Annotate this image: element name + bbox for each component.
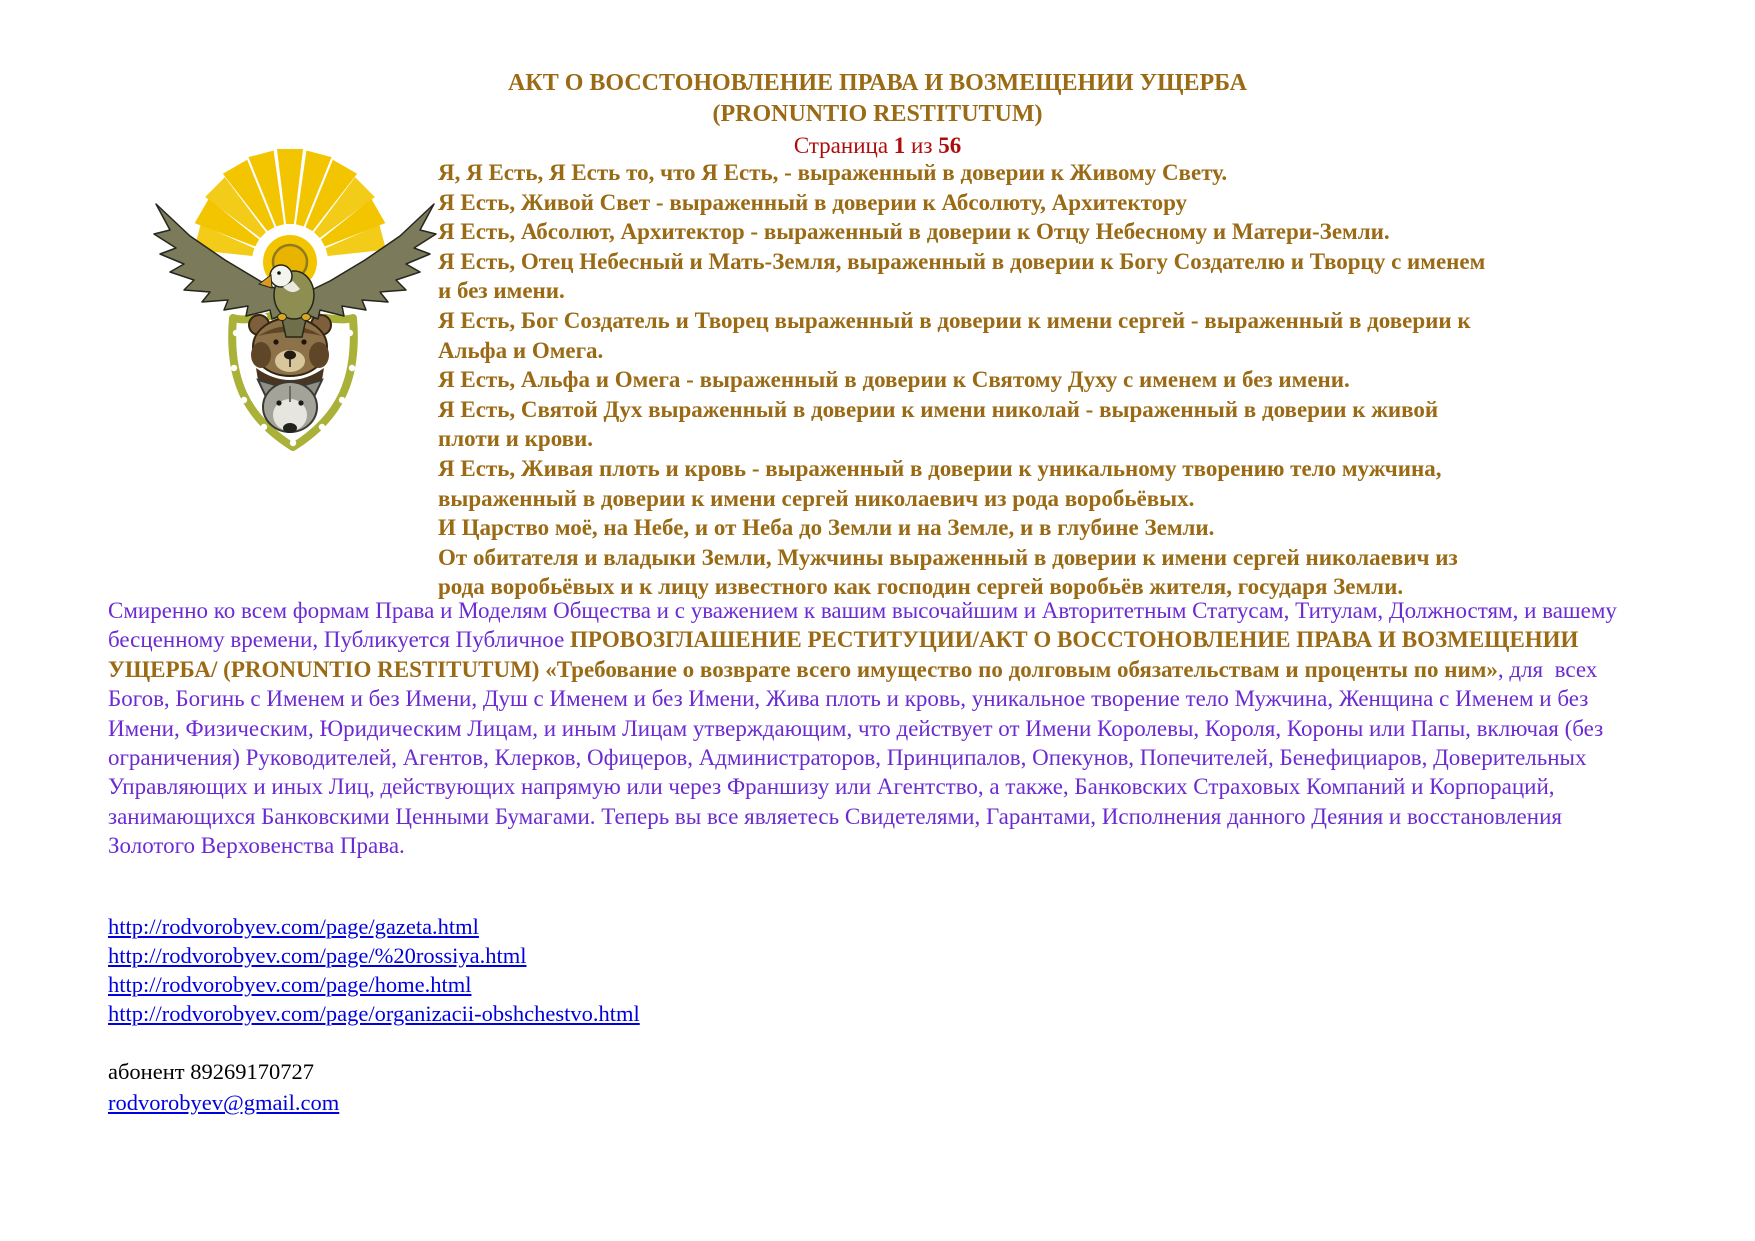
contact-block [108,1056,339,1118]
proclamation-title-inline: ПРОВОЗГЛАШЕНИЕ РЕСТИТУЦИИ/АКТ О ВОССТОНОВЛЕНИЕ ПРАВА И ВОЗМЕЩЕНИИ УЩЕРБА/ (PRONUNTIO RESTITUTUM) «Требование о возврате всего имущество по долговым обязательствам и проценты по ним» [108,627,1585,682]
link-home[interactable]: http://rodvorobyev.com/page/home.html [108,972,472,997]
family-crest-emblem [130,140,460,470]
declaration-line: плоти и крови. [438,426,594,452]
declaration-line: рода воробьёвых и к лицу известного как господин сергей воробьёв жителя, государя Земли. [438,574,1404,600]
declaration-line: Я Есть, Альфа и Омега - выраженный в доверии к Святому Духу с именем и без имени. [438,367,1350,393]
proclamation-body: , для всех Богов, Богинь с Именем и без Имени, Душ с Именем и без Имени, Жива плоть и кровь, уникальное творение тело Мужчина, Женщина с Именем и без Имени, Физическим, Юридическим Лицам, и иным Лицам утверждающим, что действует от Имени Королевы, Короля, Короны или Папы, включая (без ограничения) Руководителей, Агентов, Клерков, Офицеров, Администраторов, Принципалов, Опекунов, Попечителей, Бенефициаров, Доверительных Управляющих и иных Лиц, действующих напрямую или через Франшизу или Агентство, а также, Банковских Страховых Компаний и Корпораций, занимающихся Банковскими Ценными Бумагами. Теперь вы все являетесь Свидетелями, Гарантами, Исполнения данного Деяния и восстановления Золотого Верховенства Права. [108,656,1609,859]
declaration-line: Я, Я Есть, Я Есть то, что Я Есть, - выраженный в доверии к Живому Свету. [438,160,1228,185]
page-number-total: 56 [938,133,962,158]
declaration-line: Я Есть, Отец Небесный и Мать-Земля, выраженный в доверии к Богу Создателю и Творцу с именем [438,248,1486,274]
links-block [108,912,640,1028]
declaration-line: Я Есть, Живая плоть и кровь - выраженный в доверии к уникальному творению тело мужчина, [438,455,1442,481]
declaration-line: Я Есть, Живой Свет - выраженный в доверии к Абсолюту, Архитектору [438,189,1188,215]
declaration-line: Я Есть, Святой Дух выраженный в доверии к имени николай - выраженный в доверии к живой [438,396,1439,422]
declaration-block [438,158,1698,602]
email-link[interactable]: rodvorobyev@gmail.com [108,1090,340,1115]
link-gazeta[interactable]: http://rodvorobyev.com/page/gazeta.html [108,914,479,939]
page-number-current: 1 [893,133,906,158]
eagle-icon [154,204,436,337]
declaration-line: От обитателя и владыки Земли, Мужчины выраженный в доверии к имени сергей николаевич из [438,544,1458,570]
link-rossiya[interactable]: http://rodvorobyev.com/page/%20rossiya.html [108,943,527,968]
declaration-line: выраженный в доверии к имени сергей николаевич из рода воробьёвых. [438,485,1195,511]
declaration-line: И Царство моё, на Небе, и от Неба до Земли и на Земле, и в глубине Земли. [438,515,1215,541]
document-title: АКТ О ВОССТОНОВЛЕНИЕ ПРАВА И ВОЗМЕЩЕНИИ УЩЕРБА [507,70,1248,96]
declaration-line: и без имени. [438,278,565,304]
declaration-line: Я Есть, Абсолют, Архитектор - выраженный в доверии к Отцу Небесному и Матери-Земли. [438,219,1390,245]
declaration-line: Я Есть, Бог Создатель и Творец выраженный в доверии к имени сергей - выраженный в доверии к [438,307,1471,333]
page-of-word: из [911,133,933,158]
declaration-line: Альфа и Омега. [438,337,604,363]
page-word: Страница [793,133,889,158]
link-organizacii-obshchestvo[interactable]: http://rodvorobyev.com/page/organizacii-obshchestvo.html [108,1001,640,1026]
document-subtitle: (PRONUNTIO RESTITUTUM) [712,101,1043,127]
proclamation-paragraph [108,596,1650,861]
phone-line: абонент 89269170727 [108,1059,314,1084]
proclamation-intro: Смиренно ко всем формам Права и Моделям Общества и с уважением к вашим высочайшим и Авторитетным Статусам, Титулам, Должностям, и вашему бесценному времени, Публикуется Публичное [108,598,1623,653]
